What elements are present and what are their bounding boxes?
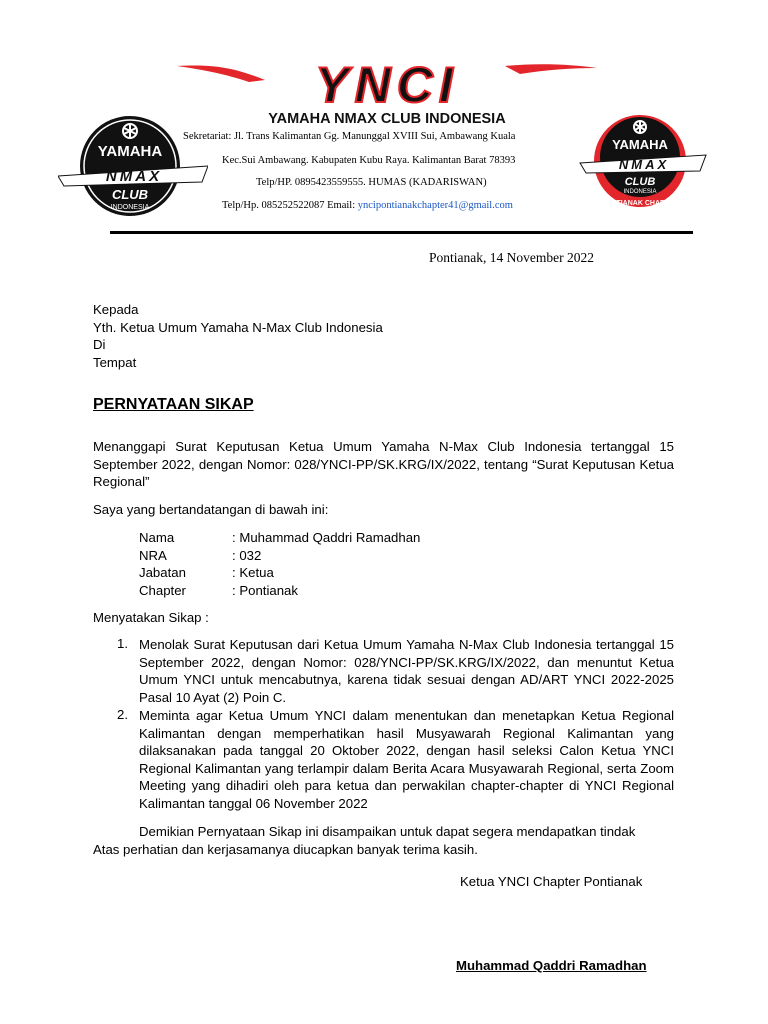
yamaha-nmax-club-emblem (58, 114, 208, 218)
svg-text:YAMAHA: YAMAHA (97, 143, 163, 160)
statement-intro: Menyatakan Sikap : (93, 610, 209, 625)
address-line-2: Kec.Sui Ambawang. Kabupaten Kubu Raya. Kalimantan Barat 78393 (222, 155, 516, 166)
recipient-kepada: Kepada (93, 302, 139, 317)
header-divider (110, 231, 693, 234)
svg-text:INDONESIA: INDONESIA (110, 204, 150, 211)
undersigned-intro: Saya yang bertandatangan di bawah ini: (93, 502, 329, 517)
recipient-di: Di (93, 337, 106, 352)
identity-label: NRA (139, 547, 167, 563)
club-name: YAMAHA NMAX CLUB INDONESIA (268, 111, 506, 127)
intro-paragraph: Menanggapi Surat Keputusan Ketua Umum Yamaha N-Max Club Indonesia tertanggal 15 September 2022, dengan Nomor: 028/YNCI-PP/SK.KRG/IX/2022, tentang “Surat Keputusan Ketua Regional” (93, 439, 674, 490)
identity-label: Jabatan (139, 565, 186, 580)
identity-value: : Pontianak (232, 582, 298, 598)
svg-text:INDONESIA: INDONESIA (623, 189, 657, 195)
identity-table (139, 529, 421, 599)
recipient-tempat: Tempat (93, 355, 137, 370)
svg-text:NMAX: NMAX (618, 157, 670, 172)
closing-line-1: Demikian Pernyataan Sikap ini disampaikan untuk dapat segera mendapatkan tindak (139, 824, 636, 839)
address-line-1: Sekretariat: Jl. Trans Kalimantan Gg. Manunggal XVIII Sui, Ambawang Kuala (183, 131, 516, 142)
svg-text:CLUB: CLUB (111, 187, 149, 202)
contact-line: Telp/HP. 0895423559555. HUMAS (KADARISWAN) (256, 177, 487, 188)
phone-prefix: Telp/Hp. 085252522087 Email: (222, 200, 358, 211)
ynci-logo-banner (175, 58, 600, 128)
document-title: PERNYATAAN SIKAP (93, 396, 254, 413)
point-text: Meminta agar Ketua Umum YNCI dalam menentukan dan menetapkan Ketua Regional Kalimantan dengan memperhatikan hasil Musyawarah Regional Kalimantan yang dilaksanakan pada tanggal 20 Oktober 2022, dengan hasil seleksi Calon Ketua YNCI Regional Kalimantan yang terlampir dalam Berita Acara Musyawarah Regional, serta Zoom Meeting yang dihadiri oleh para ketua dan perwakilan chapter-chapter di YNCI Regional Kalimantan tanggal 06 November 2022 (139, 708, 674, 811)
identity-row (139, 547, 262, 565)
logo-swoosh-icon (177, 66, 265, 82)
identity-label: Chapter (139, 582, 186, 598)
date-line: Pontianak, 14 November 2022 (429, 250, 594, 265)
point-number: 2. (117, 707, 128, 722)
identity-value: : Ketua (232, 565, 274, 580)
identity-row (139, 582, 298, 600)
pontianak-chapter-emblem (578, 113, 708, 213)
point-text: Menolak Surat Keputusan dari Ketua Umum Yamaha N-Max Club Indonesia tertanggal 15 September 2022, dengan Nomor: 028/YNCI-PP/SK.KRG/IX/2022, dan menuntut Ketua Umum YNCI untuk mencabutnya, karena tidak sesuai dengan AD/ART YNCI 2022-2025 Pasal 10 Ayat (2) Poin C. (139, 637, 674, 705)
point-number: 1. (117, 636, 128, 651)
svg-text:CLUB: CLUB (624, 176, 656, 188)
identity-row (139, 529, 421, 547)
phone-email-line (222, 200, 513, 211)
svg-text:NMAX: NMAX (105, 168, 163, 185)
identity-value: : 032 (232, 547, 262, 563)
recipient-name: Yth. Ketua Umum Yamaha N-Max Club Indonesia (93, 320, 383, 335)
identity-label: Nama (139, 530, 175, 545)
signer-name: Muhammad Qaddri Ramadhan (456, 958, 647, 973)
identity-row (139, 564, 274, 582)
identity-value: : Muhammad Qaddri Ramadhan (232, 530, 421, 545)
svg-text:PONTIANAK CHAPTER: PONTIANAK CHAPTER (601, 200, 679, 207)
email-link[interactable]: yncipontianakchapter41@gmail.com (357, 200, 513, 211)
closing-line-2: Atas perhatian dan kerjasamanya diucapkan banyak terima kasih. (93, 842, 478, 857)
logo-wordmark: YNCI (315, 58, 459, 113)
signature-title: Ketua YNCI Chapter Pontianak (460, 874, 643, 889)
svg-text:YAMAHA: YAMAHA (612, 137, 668, 152)
